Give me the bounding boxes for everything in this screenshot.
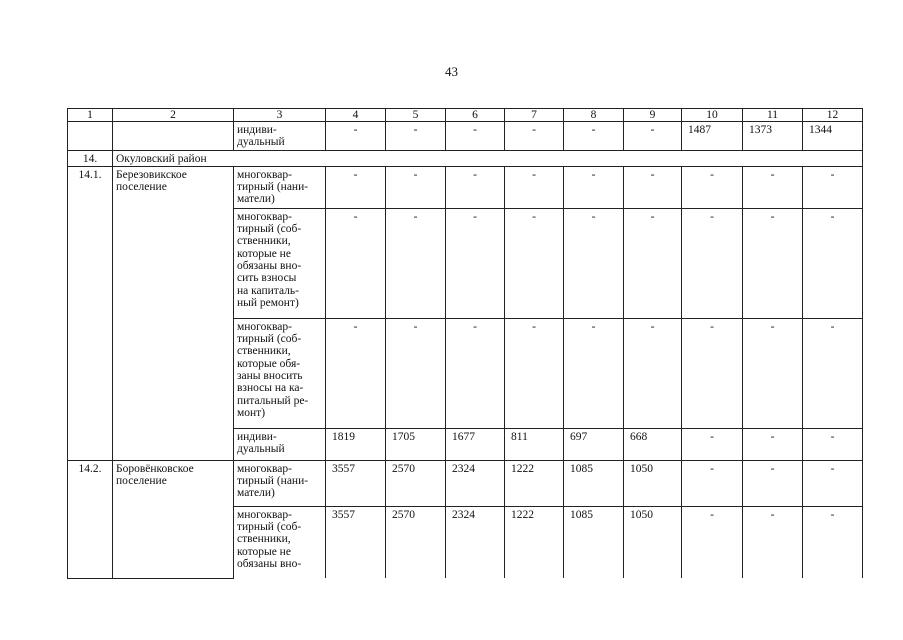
value-cell: -: [803, 208, 863, 318]
housing-type: многоквар- тирный (соб- ственники, которые обя- заны вносить взносы на ка- питальный ре- монт): [234, 318, 326, 428]
column-number: 5: [386, 109, 446, 122]
value-cell: 1677: [446, 428, 505, 460]
value-cell: 1050: [624, 460, 682, 506]
value-cell: -: [624, 318, 682, 428]
value-cell: -: [743, 166, 803, 208]
value-cell: -: [446, 166, 505, 208]
value-cell: 1050: [624, 506, 682, 578]
value-cell: 668: [624, 428, 682, 460]
value-cell: 811: [505, 428, 564, 460]
settlement-name: Березовикское поселение: [113, 166, 234, 460]
value-cell: -: [564, 318, 624, 428]
column-number: 11: [743, 109, 803, 122]
row-number: [68, 122, 113, 151]
value-cell: -: [743, 318, 803, 428]
value-cell: -: [326, 318, 386, 428]
value-cell: -: [564, 122, 624, 151]
column-number: 12: [803, 109, 863, 122]
value-cell: -: [564, 166, 624, 208]
table-row: [68, 460, 863, 506]
page-number: 43: [445, 64, 458, 79]
value-cell: -: [505, 208, 564, 318]
value-cell: 1373: [743, 122, 803, 151]
value-cell: -: [743, 208, 803, 318]
tariff-table: [67, 108, 863, 579]
column-number: 1: [68, 109, 113, 122]
value-cell: -: [386, 208, 446, 318]
value-cell: 2570: [386, 506, 446, 578]
value-cell: -: [624, 122, 682, 151]
value-cell: -: [446, 122, 505, 151]
housing-type: многоквар- тирный (соб- ственники, которые не обязаны вно-: [234, 506, 326, 578]
value-cell: -: [505, 318, 564, 428]
value-cell: 3557: [326, 506, 386, 578]
column-number: 8: [564, 109, 624, 122]
column-number: 3: [234, 109, 326, 122]
value-cell: 2570: [386, 460, 446, 506]
value-cell: -: [624, 166, 682, 208]
value-cell: -: [386, 166, 446, 208]
value-cell: -: [505, 166, 564, 208]
table-header-row: [68, 109, 863, 122]
value-cell: 1085: [564, 506, 624, 578]
value-cell: -: [803, 428, 863, 460]
settlement-name: Боровёнковское поселение: [113, 460, 234, 578]
value-cell: 2324: [446, 460, 505, 506]
housing-type: многоквар- тирный (соб- ственники, которые не обязаны вно- сить взносы на капиталь- ный ремонт): [234, 208, 326, 318]
value-cell: -: [682, 208, 743, 318]
value-cell: -: [803, 506, 863, 578]
value-cell: -: [564, 208, 624, 318]
value-cell: -: [743, 428, 803, 460]
table-row: [68, 150, 863, 166]
value-cell: -: [803, 166, 863, 208]
value-cell: -: [743, 506, 803, 578]
value-cell: 1487: [682, 122, 743, 151]
value-cell: -: [326, 166, 386, 208]
column-number: 4: [326, 109, 386, 122]
row-number: 14.1.: [68, 166, 113, 460]
value-cell: 1819: [326, 428, 386, 460]
housing-type: многоквар- тирный (нани- матели): [234, 166, 326, 208]
value-cell: -: [682, 318, 743, 428]
housing-type: индиви- дуальный: [234, 428, 326, 460]
value-cell: -: [803, 318, 863, 428]
value-cell: -: [326, 122, 386, 151]
value-cell: 1085: [564, 460, 624, 506]
column-number: 9: [624, 109, 682, 122]
value-cell: -: [326, 208, 386, 318]
value-cell: -: [386, 318, 446, 428]
value-cell: -: [505, 122, 564, 151]
table-row: [68, 166, 863, 208]
value-cell: -: [743, 460, 803, 506]
value-cell: 1222: [505, 506, 564, 578]
value-cell: -: [386, 122, 446, 151]
value-cell: -: [446, 208, 505, 318]
row-number: 14.: [68, 150, 113, 166]
column-number: 7: [505, 109, 564, 122]
housing-type: индиви- дуальный: [234, 122, 326, 151]
value-cell: 3557: [326, 460, 386, 506]
value-cell: 1344: [803, 122, 863, 151]
district-name: Окуловский район: [113, 150, 863, 166]
value-cell: 697: [564, 428, 624, 460]
value-cell: -: [682, 166, 743, 208]
value-cell: -: [624, 208, 682, 318]
value-cell: -: [682, 460, 743, 506]
settlement-name: [113, 122, 234, 151]
value-cell: 1222: [505, 460, 564, 506]
column-number: 6: [446, 109, 505, 122]
value-cell: -: [803, 460, 863, 506]
value-cell: -: [682, 506, 743, 578]
value-cell: 2324: [446, 506, 505, 578]
table-row: [68, 122, 863, 151]
row-number: 14.2.: [68, 460, 113, 578]
column-number: 2: [113, 109, 234, 122]
housing-type: многоквар- тирный (нани- матели): [234, 460, 326, 506]
value-cell: -: [682, 428, 743, 460]
value-cell: 1705: [386, 428, 446, 460]
value-cell: -: [446, 318, 505, 428]
column-number: 10: [682, 109, 743, 122]
